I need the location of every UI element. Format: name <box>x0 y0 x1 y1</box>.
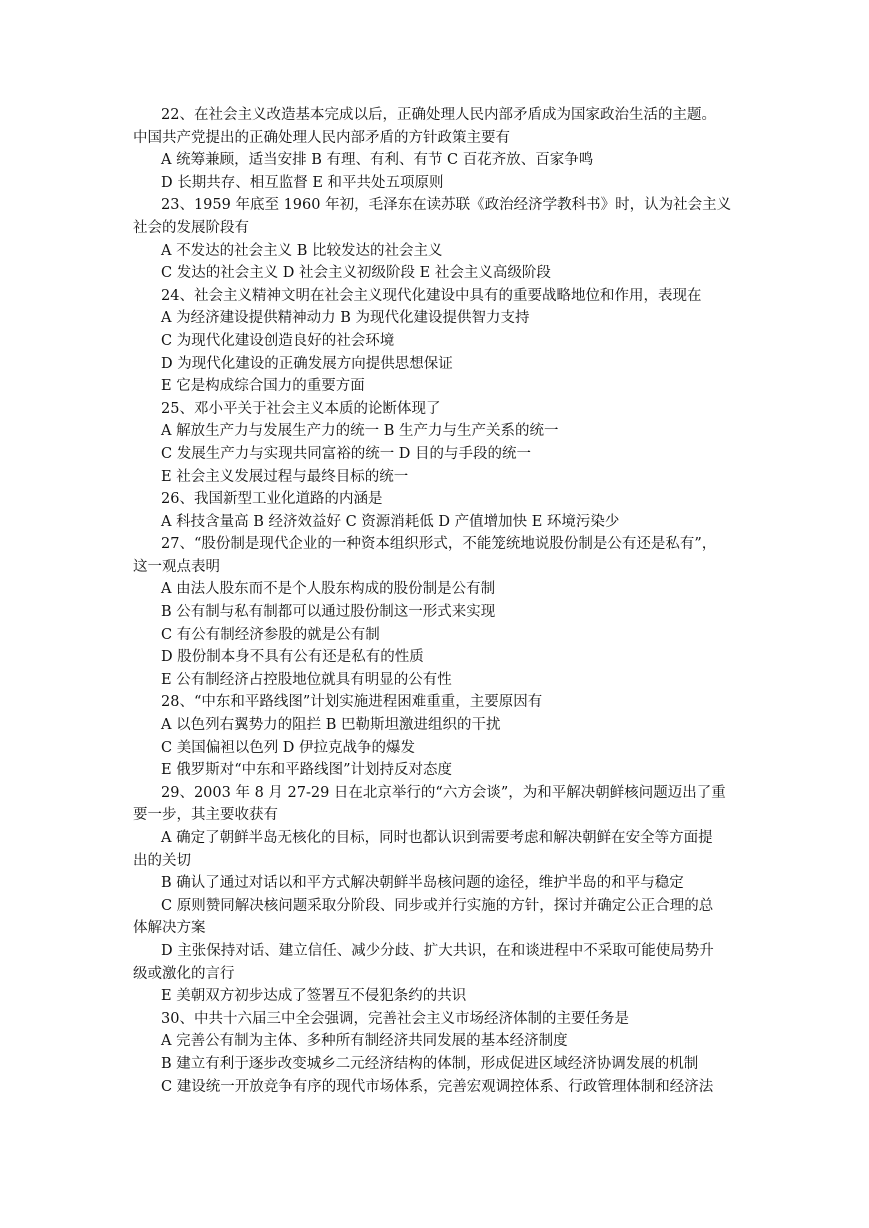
text-line: E 美朝双方初步达成了签署互不侵犯条约的共识 <box>161 988 467 1005</box>
text-line: B 建立有利于逐步改变城乡二元经济结构的体制，形成促进区域经济协调发展的机制 <box>161 1055 699 1072</box>
text-line: C 为现代化建设创造良好的社会环境 <box>161 332 395 349</box>
text-line: D 股份制本身不具有公有还是私有的性质 <box>161 649 424 666</box>
text-line: C 有公有制经济参股的就是公有制 <box>161 626 380 643</box>
text-line: B 公有制与私有制都可以通过股份制这一形式来实现 <box>161 604 496 621</box>
text-line: A 为经济建设提供精神动力 B 为现代化建设提供智力支持 <box>161 310 530 327</box>
text-line: D 长期共存、相互监督 E 和平共处五项原则 <box>161 174 444 191</box>
text-line: E 公有制经济占控股地位就具有明显的公有性 <box>161 671 452 688</box>
text-line: 26、我国新型工业化道路的内涵是 <box>161 491 383 508</box>
text-line: E 俄罗斯对“中东和平路线图”计划持反对态度 <box>161 762 453 779</box>
text-line: C 美国偏袒以色列 D 伊拉克战争的爆发 <box>161 739 416 756</box>
document-page <box>133 104 739 1098</box>
text-line: 27、“股份制是现代企业的一种资本组织形式，不能笼统地说股份制是公有还是私有”， <box>161 536 717 553</box>
text-line: C 发展生产力与实现共同富裕的统一 D 目的与手段的统一 <box>161 445 532 462</box>
text-line: 30、中共十六届三中全会强调，完善社会主义市场经济体制的主要任务是 <box>161 1010 629 1027</box>
text-line: 体解决方案 <box>133 920 206 937</box>
text-line: C 建设统一开放竞争有序的现代市场体系，完善宏观调控体系、行政管理体制和经济法 <box>161 1078 714 1095</box>
text-line: A 科技含量高 B 经济效益好 C 资源消耗低 D 产值增加快 E 环境污染少 <box>161 513 620 530</box>
text-line: 社会的发展阶段有 <box>133 219 249 236</box>
text-line: B 确认了通过对话以和平方式解决朝鲜半岛核问题的途径，维护半岛的和平与稳定 <box>161 875 684 892</box>
text-line: A 由法人股东而不是个人股东构成的股份制是公有制 <box>161 581 496 598</box>
text-line: C 发达的社会主义 D 社会主义初级阶段 E 社会主义高级阶段 <box>161 265 551 282</box>
text-line: 24、社会主义精神文明在社会主义现代化建设中具有的重要战略地位和作用，表现在 <box>161 287 702 304</box>
text-line: 级或激化的言行 <box>133 965 235 982</box>
text-line: 出的关切 <box>133 852 191 869</box>
text-line: 这一观点表明 <box>133 558 220 575</box>
text-line: 22、在社会主义改造基本完成以后，正确处理人民内部矛盾成为国家政治生活的主题。 <box>161 107 716 123</box>
text-line: 要一步，其主要收获有 <box>133 807 278 824</box>
text-line: 29、2003 年 8 月 27-29 日在北京举行的“六方会谈”，为和平解决朝鲜核问题迈出了重 <box>161 784 726 801</box>
text-line: 25、邓小平关于社会主义本质的论断体现了 <box>161 400 441 417</box>
text-line: E 它是构成综合国力的重要方面 <box>161 378 365 395</box>
text-line: 中国共产党提出的正确处理人民内部矛盾的方针政策主要有 <box>133 129 510 146</box>
text-line: A 确定了朝鲜半岛无核化的目标，同时也都认识到需要考虑和解决朝鲜在安全等方面提 <box>161 830 713 846</box>
text-line: 23、1959 年底至 1960 年初，毛泽东在读苏联《政治经济学教科书》时，认为社会主义 <box>161 197 732 214</box>
text-line: A 完善公有制为主体、多种所有制经济共同发展的基本经济制度 <box>161 1033 568 1050</box>
text-line: A 不发达的社会主义 B 比较发达的社会主义 <box>161 242 443 259</box>
text-line: D 为现代化建设的正确发展方向提供思想保证 <box>161 355 453 372</box>
text-line: A 统筹兼顾，适当安排 B 有理、有利、有节 C 百花齐放、百家争鸣 <box>161 152 594 169</box>
text-line: A 以色列右翼势力的阻拦 B 巴勒斯坦激进组织的干扰 <box>161 717 501 734</box>
text-line: D 主张保持对话、建立信任、减少分歧、扩大共识，在和谈进程中不采取可能使局势升 <box>161 942 714 959</box>
text-line: A 解放生产力与发展生产力的统一 B 生产力与生产关系的统一 <box>161 423 559 440</box>
text-line: E 社会主义发展过程与最终目标的统一 <box>161 468 409 485</box>
text-line: 28、“中东和平路线图”计划实施进程困难重重，主要原因有 <box>161 694 543 711</box>
text-line: C 原则赞同解决核问题采取分阶段、同步或并行实施的方针，探讨并确定公正合理的总 <box>161 897 714 914</box>
